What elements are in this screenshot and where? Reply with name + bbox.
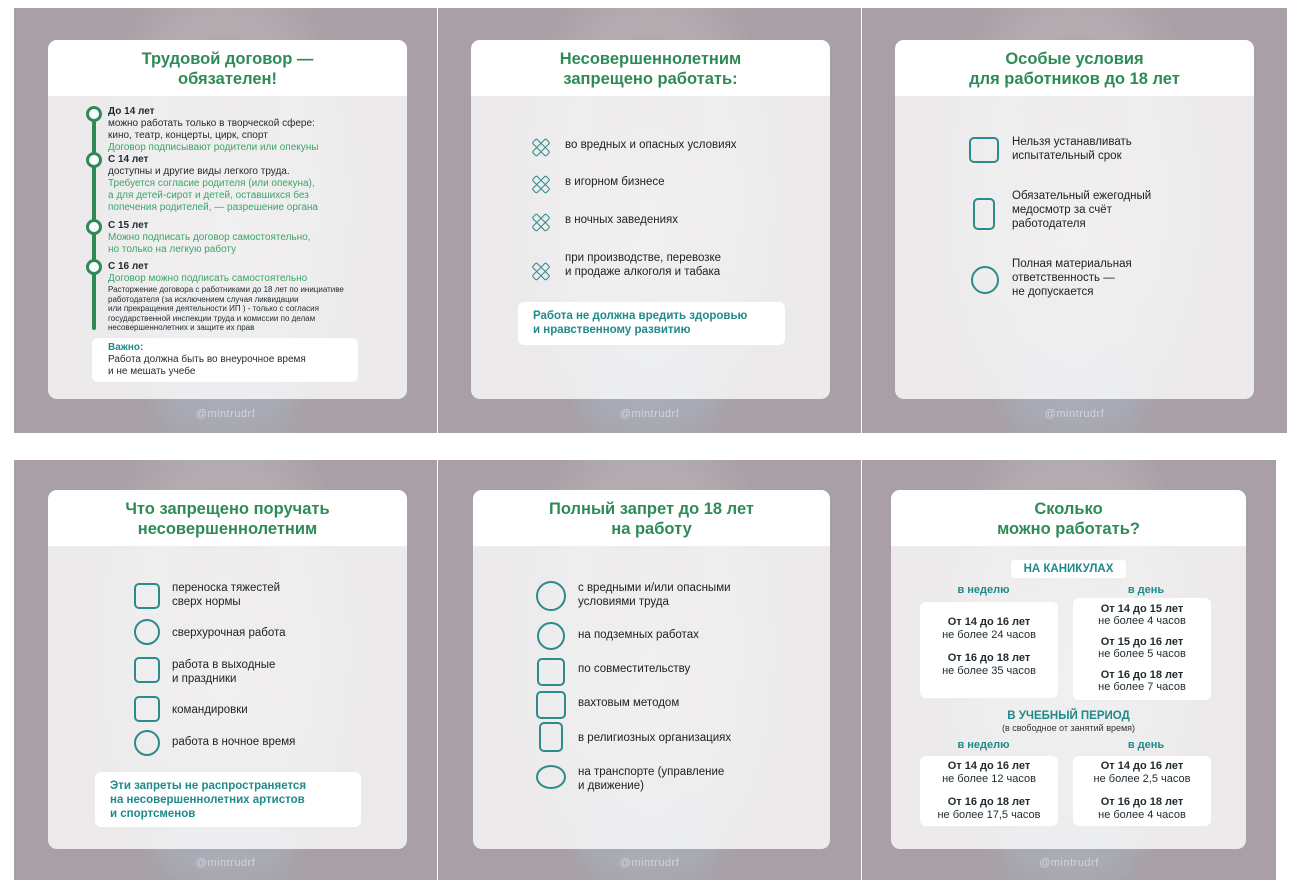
hours-limit: не более 17,5 часов	[937, 809, 1041, 821]
study-sublabel: (в свободное от занятий время)	[1001, 723, 1136, 733]
timeline-dot	[86, 152, 102, 168]
desk-worker-icon	[537, 658, 565, 686]
important-box	[92, 338, 358, 382]
cross-icon	[528, 258, 554, 284]
age-range: От 16 до 18 лет	[947, 796, 1031, 808]
hours-limit: не более 2,5 часов	[1093, 773, 1191, 785]
per-day-label: в день	[1127, 739, 1165, 751]
note-text: Эти запреты не распространяется на несовершеннолетних артистов и спортсменов	[110, 780, 307, 820]
cross-icon	[528, 209, 554, 235]
timeline-dot	[86, 106, 102, 122]
ban-item: на подземных работах	[578, 629, 699, 641]
card	[891, 490, 1246, 849]
step-text: можно работать только в творческой сфере: кино, театр, концерты, цирк, спорт	[108, 118, 315, 141]
airplane-icon	[536, 765, 566, 789]
heavy-lifting-icon	[134, 583, 160, 609]
panel-working-hours	[862, 460, 1276, 880]
per-week-label: в неделю	[957, 584, 1010, 596]
age-range: От 16 до 18 лет	[947, 652, 1031, 664]
vacation-week-box	[920, 602, 1058, 698]
calendar-icon	[536, 691, 566, 719]
panel-labor-contract	[14, 8, 437, 433]
watermark: @mintrudrf	[619, 408, 680, 420]
hours-limit: не более 5 часов	[1098, 648, 1186, 660]
step-note: Требуется согласие родителя (или опекуна), а для детей-сирот и детей, оставшихся без попечения родителей, — разрешение органа	[108, 178, 318, 213]
miner-icon	[537, 622, 565, 650]
age-range: От 16 до 18 лет	[1100, 796, 1184, 808]
watermark: @mintrudrf	[195, 857, 256, 869]
panel-title: Трудовой договор — обязателен!	[48, 40, 407, 96]
hours-limit: не более 4 часов	[1098, 809, 1186, 821]
forbidden-item: при производстве, перевозке и продаже алкоголя и табака	[565, 252, 722, 278]
forbidden-item: во вредных и опасных условиях	[565, 139, 737, 151]
panel-title: Что запрещено поручать несовершеннолетним	[48, 490, 407, 546]
study-week-box	[920, 756, 1058, 826]
watermark: @mintrudrf	[1039, 857, 1099, 869]
important-text: Работа должна быть во внеурочное время и не мешать учебе	[108, 354, 306, 377]
panel-title: Особые условия для работников до 18 лет	[895, 40, 1254, 96]
study-label: В УЧЕБНЫЙ ПЕРИОД	[1007, 710, 1130, 722]
panel-title: Несовершеннолетним запрещено работать:	[471, 40, 830, 96]
step-from-16	[108, 261, 398, 333]
age-range: От 14 до 15 лет	[1100, 603, 1184, 615]
step-from-15	[108, 220, 398, 256]
card	[471, 40, 830, 399]
step-note: Договор подписывают родители или опекуны	[108, 142, 319, 153]
calendar-icon	[134, 657, 160, 683]
forbidden-item: в ночных заведениях	[565, 214, 679, 226]
important-label: Важно:	[108, 342, 144, 353]
panel-forbidden-work	[438, 8, 861, 433]
hours-limit: не более 12 часов	[942, 773, 1036, 785]
step-age: До 14 лет	[108, 106, 155, 117]
step-age: С 15 лет	[108, 220, 149, 231]
watermark: @mintrudrf	[195, 408, 256, 420]
assignment-item: сверхурочная работа	[172, 627, 286, 639]
per-day-label: в день	[1127, 584, 1165, 596]
watermark: @mintrudrf	[619, 857, 680, 869]
note-box	[95, 772, 361, 827]
panel-title: Сколько можно работать?	[891, 490, 1246, 546]
card	[473, 490, 830, 849]
church-icon	[539, 722, 563, 752]
hours-limit: не более 24 часов	[942, 629, 1036, 641]
ban-item: в религиозных организациях	[578, 732, 732, 744]
ban-item: на транспорте (управление и движение)	[578, 766, 725, 792]
vacation-day-box	[1073, 598, 1211, 700]
study-day-box	[1073, 756, 1211, 826]
vacation-label: НА КАНИКУЛАХ	[1011, 560, 1126, 578]
age-range: От 16 до 18 лет	[1100, 669, 1184, 681]
hours-limit: не более 7 часов	[1098, 681, 1186, 693]
panel-title: Полный запрет до 18 лет на работу	[473, 490, 830, 546]
condition-item: Обязательный ежегодный медосмотр за счёт работодателя	[1012, 190, 1152, 230]
step-under-14	[108, 106, 398, 154]
age-range: От 14 до 16 лет	[947, 760, 1031, 772]
night-clock-icon	[134, 730, 160, 756]
medical-icon	[973, 198, 995, 230]
step-note: Договор можно подписать самостоятельно	[108, 273, 308, 284]
hours-limit: не более 4 часов	[1098, 615, 1186, 627]
step-age: С 16 лет	[108, 261, 149, 272]
watermark: @mintrudrf	[1044, 408, 1105, 420]
cross-icon	[528, 134, 554, 160]
forbidden-item: в игорном бизнесе	[565, 176, 665, 188]
note-text: Работа не должна вредить здоровью и нравственному развитию	[533, 310, 748, 336]
card	[48, 40, 407, 399]
age-range: От 15 до 16 лет	[1100, 636, 1184, 648]
timeline-dot	[86, 219, 102, 235]
panel-full-ban	[438, 460, 861, 880]
ban-item: вахтовым методом	[578, 697, 680, 709]
condition-item: Полная материальная ответственность — не допускается	[1012, 258, 1132, 298]
age-range: От 14 до 16 лет	[1100, 760, 1184, 772]
travel-icon	[134, 696, 160, 722]
condition-item: Нельзя устанавливать испытательный срок	[1012, 136, 1132, 162]
clock-icon	[134, 619, 160, 645]
per-week-label: в неделю	[957, 739, 1010, 751]
calendar-icon	[969, 137, 999, 163]
card	[895, 40, 1254, 399]
step-age: С 14 лет	[108, 154, 149, 165]
step-note: Можно подписать договор самостоятельно, но только на легкую работу	[108, 232, 311, 255]
hours-limit: не более 35 часов	[942, 665, 1036, 677]
age-range: От 14 до 16 лет	[947, 616, 1031, 628]
assignment-item: работа в ночное время	[172, 736, 296, 748]
step-text: доступны и другие виды легкого труда.	[108, 166, 290, 177]
panel-forbidden-assignments	[14, 460, 437, 880]
radiation-icon	[536, 581, 566, 611]
ban-item: по совместительству	[578, 663, 691, 675]
assignment-item: переноска тяжестей сверх нормы	[172, 582, 281, 608]
panel-special-conditions	[862, 8, 1287, 433]
card	[48, 490, 407, 849]
ban-item: с вредными и/или опасными условиями труда	[578, 582, 731, 608]
assignment-item: работа в выходные и праздники	[172, 659, 276, 685]
note-box	[518, 302, 785, 345]
cross-icon	[528, 171, 554, 197]
assignment-item: командировки	[172, 704, 248, 716]
timeline-dot	[86, 259, 102, 275]
step-from-14	[108, 154, 398, 214]
step-fine-print: Расторжение договора с работниками до 18 лет по инициативе работодателя (за исключением случая ликвидации или прекращения деятельности ИП ) - только с согласия государственной инспекции труда и комиссии по делам несовершеннолетних и защите их прав	[108, 285, 344, 332]
money-document-icon	[971, 266, 999, 294]
